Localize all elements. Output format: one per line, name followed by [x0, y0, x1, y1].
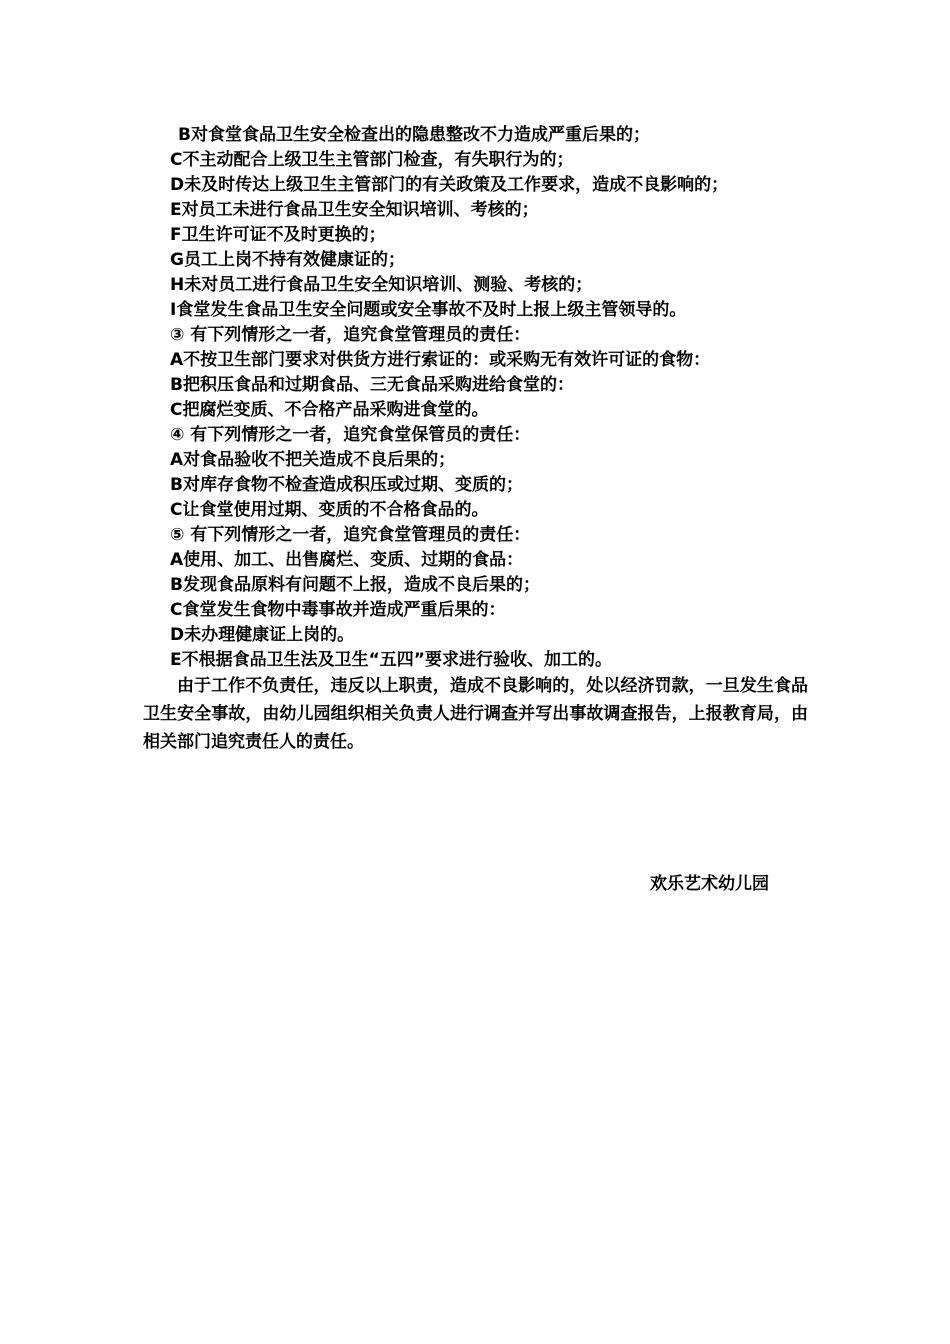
list-item: B把积压食品和过期食品、三无食品采购进给食堂的：	[170, 375, 574, 395]
list-item: E不根据食品卫生法及卫生“五四”要求进行验收、加工的。	[170, 650, 612, 670]
closing-paragraph: 由于工作不负责任，违反以上职责，造成不良影响的，处以经济罚款，一旦发生食品卫生安全事故，由幼儿园组织相关负责人进行调查并写出事故调查报告，上报教育局，由相关部门追究责任人的责任。	[143, 676, 808, 752]
list-item: A对食品验收不把关造成不良后果的；	[170, 450, 456, 470]
list-item: E对员工未进行食品卫生安全知识培训、考核的；	[170, 200, 539, 220]
list-item: B对食堂食品卫生安全检查出的隐患整改不力造成严重后果的；	[178, 125, 650, 145]
list-item: D未办理健康证上岗的。	[170, 625, 355, 645]
signature: 欢乐艺术幼儿园	[650, 874, 769, 894]
list-item: B对库存食物不检查造成积压或过期、变质的；	[170, 475, 523, 495]
list-item: H未对员工进行食品卫生安全知识培训、测验、考核的；	[170, 275, 593, 295]
section-heading: ④ 有下列情形之一者，追究食堂保管员的责任：	[170, 425, 531, 445]
list-item: I食堂发生食品卫生安全问题或安全事故不及时上报上级主管领导的。	[170, 300, 687, 320]
list-item: C不主动配合上级卫生主管部门检查，有失职行为的；	[170, 150, 574, 170]
list-item: A不按卫生部门要求对供货方进行索证的：或采购无有效许可证的食物：	[170, 350, 711, 370]
section-heading: ③ 有下列情形之一者，追究食堂管理员的责任：	[170, 325, 531, 345]
section-heading: ⑤ 有下列情形之一者，追究食堂管理员的责任：	[170, 525, 531, 545]
list-item: C食堂发生食物中毒事故并造成严重后果的：	[170, 600, 506, 620]
list-item: A使用、加工、出售腐烂、变质、过期的食品：	[170, 550, 524, 570]
list-item: C把腐烂变质、不合格产品采购进食堂的。	[170, 400, 489, 420]
list-item: F卫生许可证不及时更换的；	[170, 225, 386, 245]
list-item: C让食堂使用过期、变质的不合格食品的。	[170, 500, 489, 520]
list-item: D未及时传达上级卫生主管部门的有关政策及工作要求，造成不良影响的；	[170, 175, 729, 195]
list-item: B发现食品原料有问题不上报，造成不良后果的；	[170, 575, 540, 595]
list-item: G员工上岗不持有效健康证的；	[170, 250, 405, 270]
